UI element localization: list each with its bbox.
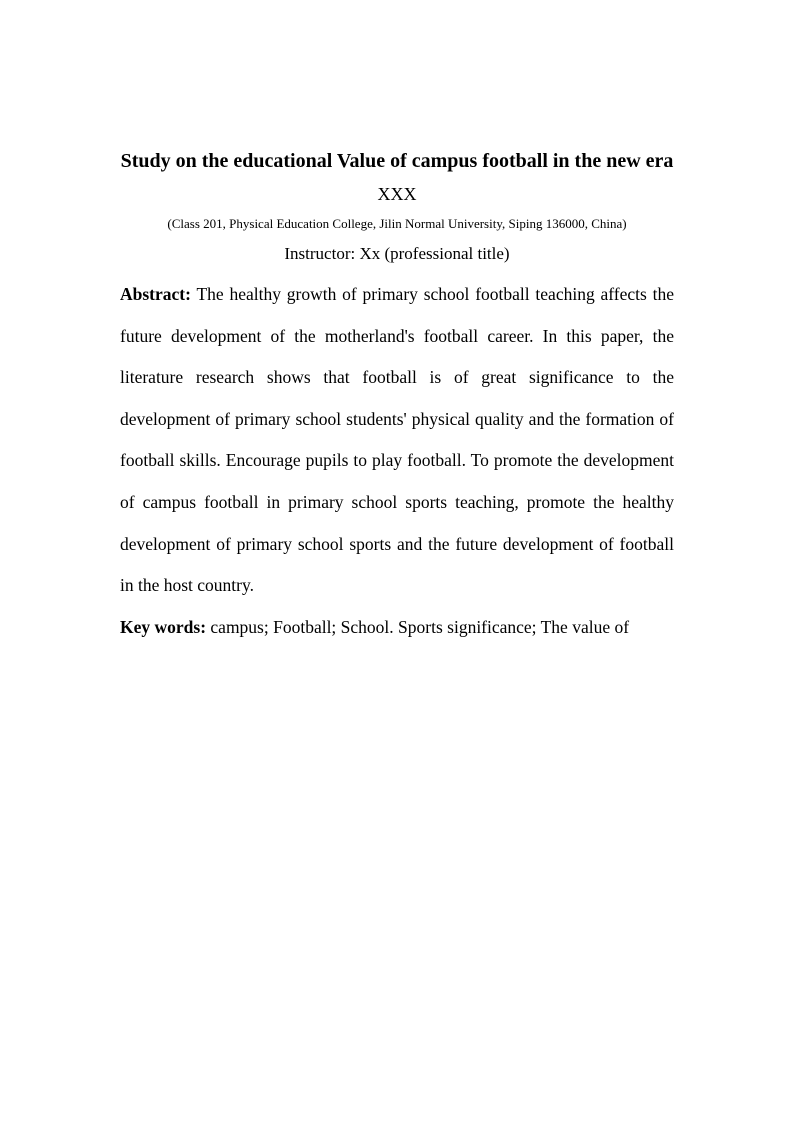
keywords-label: Key words: bbox=[120, 616, 207, 637]
keywords-paragraph bbox=[120, 607, 674, 649]
paper-title: Study on the educational Value of campus football in the new era bbox=[120, 150, 674, 172]
keywords-text: campus; Football; School. Sports significance; The value of bbox=[210, 616, 630, 637]
author-affiliation: (Class 201, Physical Education College, Jilin Normal University, Siping 136000, China) bbox=[167, 216, 627, 231]
author-name: XXX bbox=[377, 184, 417, 204]
abstract-label: Abstract: bbox=[120, 284, 191, 304]
instructor-line: Instructor: Xx (professional title) bbox=[284, 244, 510, 263]
abstract-paragraph bbox=[120, 274, 674, 607]
paper-front-matter bbox=[120, 140, 674, 666]
abstract-text: The healthy growth of primary school football teaching affects the future development of the motherland's football career. In this paper, the literature research shows that football is of great significance to the development of primary school students' physical quality and the formation of football skills. Encourage pupils to play football. To promote the development of campus football in primary school sports teaching, promote the healthy development of primary school sports and the future development of football in the host country. bbox=[120, 284, 674, 596]
